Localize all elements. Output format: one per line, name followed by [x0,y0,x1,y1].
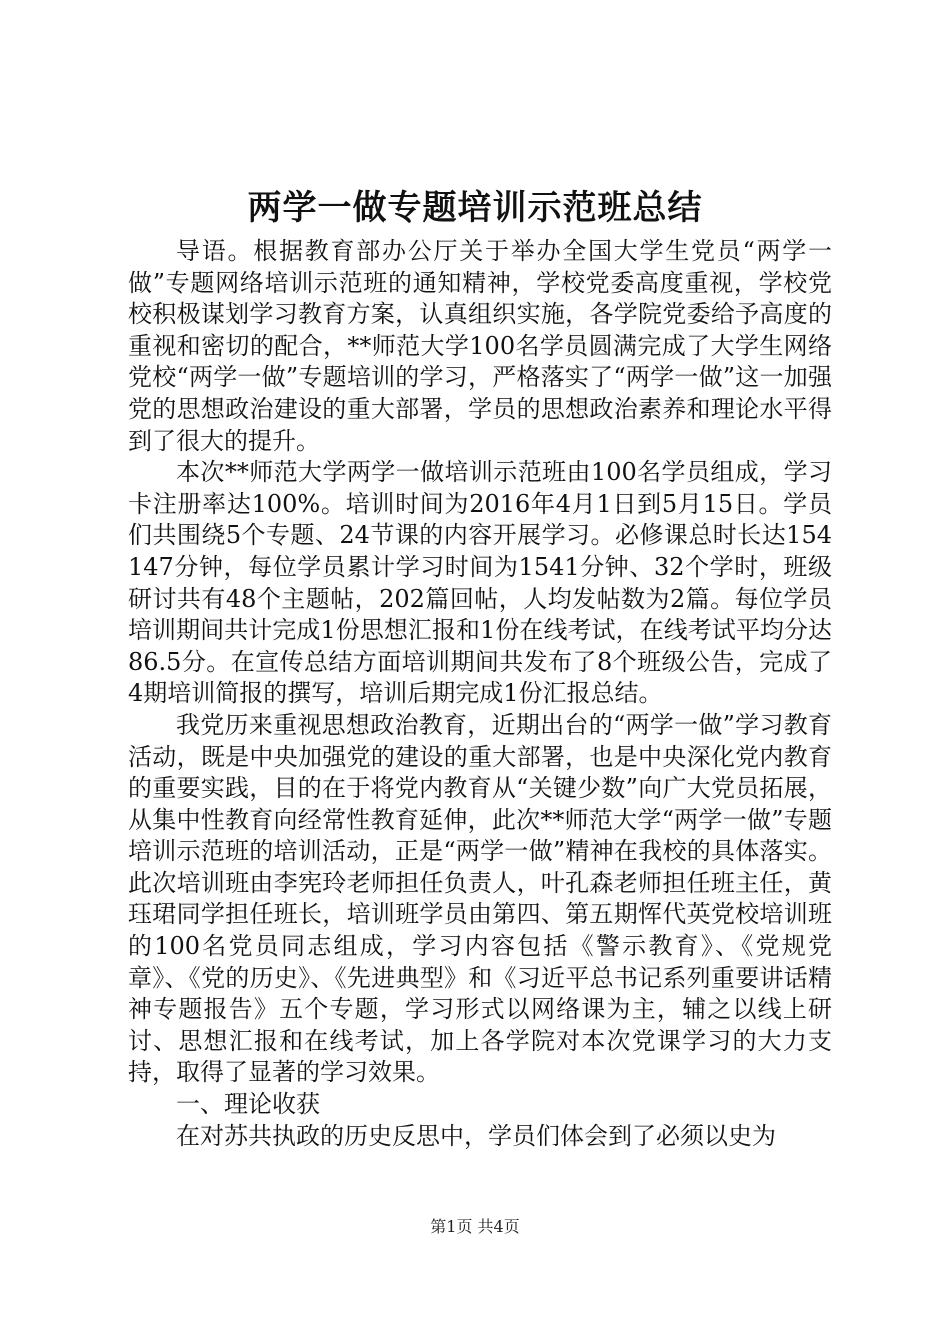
document-body [128,236,832,1152]
page-number-footer: 第1页 共4页 [430,1217,520,1236]
paragraph-section-start: 在对苏共执政的历史反思中，学员们体会到了必须以史为 [176,1121,776,1150]
paragraph-intro: 导语。根据教育部办公厅关于举办全国大学生党员“两学一做”专题网络培训示范班的通知精神，学校党委高度重视，学校党校积极谋划学习教育方案，认真组织实施，各学院党委给予高度的重视和密切的配合，**师范大学100名学员圆满完成了大学生网络党校“两学一做”专题培训的学习，严格落实了“两学一做”这一加强党的思想政治建设的重大部署，学员的思想政治素养和理论水平得到了很大的提升。 [128,237,832,455]
document-title: 两学一做专题培训示范班总结 [247,188,703,228]
section-heading: 一、理论收获 [176,1090,320,1119]
paragraph-statistics: 本次**师范大学两学一做培训示范班由100名学员组成，学习卡注册率达100%。培训时间为2016年4月1日到5月15日。学员们共围绕5个专题、24节课的内容开展学习。必修课总时长达154147分钟，每位学员累计学习时间为1541分钟、32个学时，班级研讨共有48个主题帖，202篇回帖，人均发帖数为2篇。每位学员培训期间共计完成1份思想汇报和1份在线考试，在线考试平均分达86.5分。在宣传总结方面培训期间共发布了8个班级公告，完成了4期培训简报的撰写，培训后期完成1份汇报总结。 [128,458,832,708]
paragraph-background: 我党历来重视思想政治教育，近期出台的“两学一做”学习教育活动，既是中央加强党的建设的重大部署，也是中央深化党内教育的重要实践，目的在于将党内教育从“关键少数”向广大党员拓展，从集中性教育向经常性教育延伸，此次**师范大学“两学一做”专题培训示范班的培训活动，正是“两学一做”精神在我校的具体落实。此次培训班由李宪玲老师担任负责人，叶孔森老师担任班主任，黄珏珺同学担任班长，培训班学员由第四、第五期恽代英党校培训班的100名党员同志组成，学习内容包括《警示教育》、《党规党章》、《党的历史》、《先进典型》和《习近平总书记系列重要讲话精神专题报告》五个专题，学习形式以网络课为主，辅之以线上研讨、思想汇报和在线考试，加上各学院对本次党课学习的大力支持，取得了显著的学习效果。 [128,710,832,1087]
